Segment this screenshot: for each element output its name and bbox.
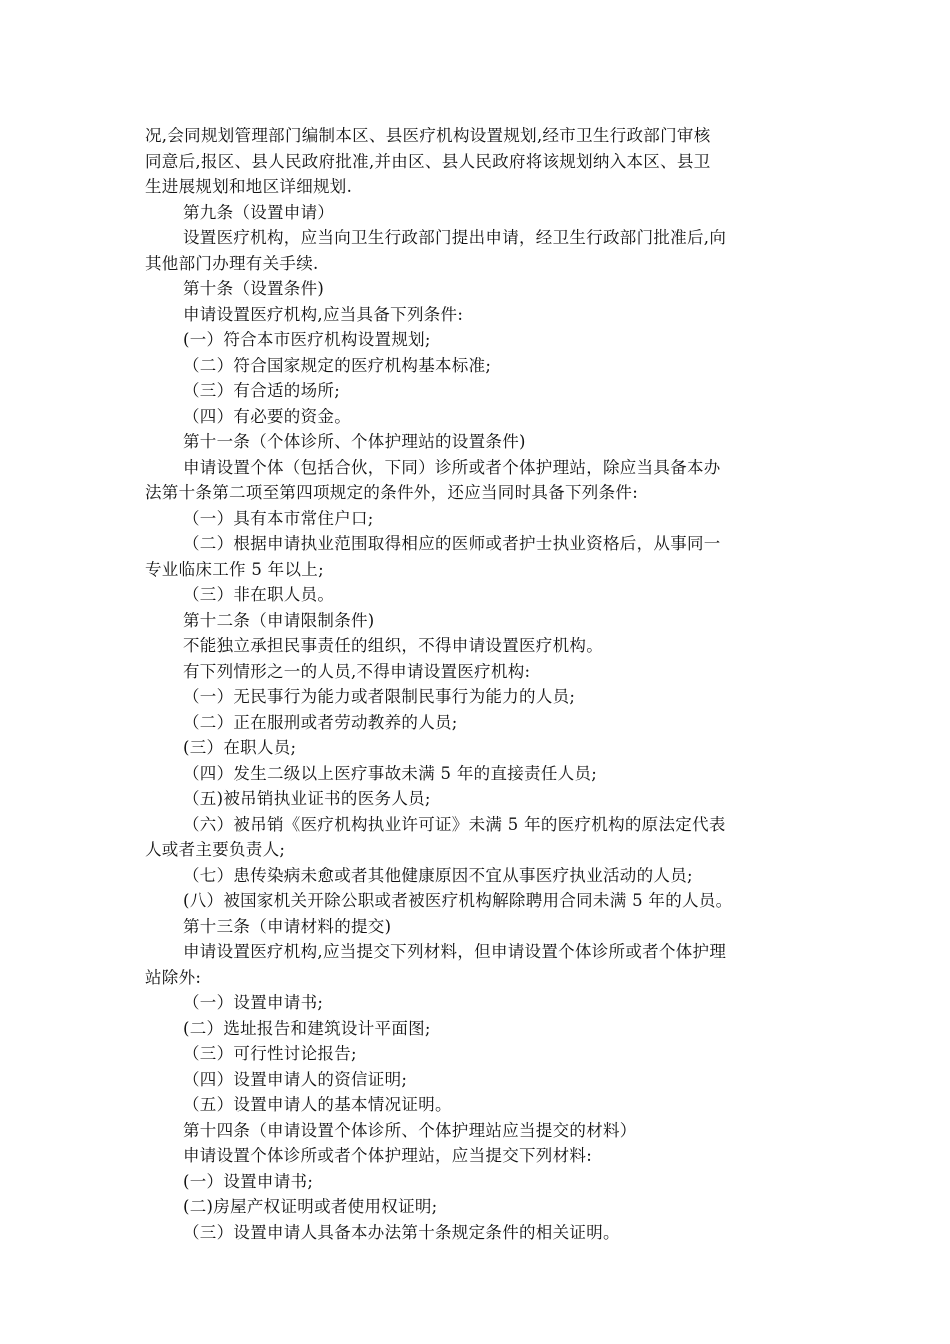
text-line: （二）根据申请执业范围取得相应的医师或者护士执业资格后，从事同一 — [183, 534, 721, 553]
text-line: (二)房屋产权证明或者使用权证明; — [183, 1197, 438, 1216]
text-line: 第十一条（个体诊所、个体护理站的设置条件) — [183, 432, 526, 451]
text-line: (一）设置申请书; — [183, 1171, 314, 1191]
text-line: 第十三条（申请材料的提交) — [183, 916, 392, 936]
text-line: 第十二条（申请限制条件) — [183, 610, 375, 630]
text-line: （五)被吊销执业证书的医务人员; — [183, 789, 431, 808]
text-line: 第十条（设置条件) — [183, 279, 325, 298]
text-line: 生进展规划和地区详细规划. — [145, 177, 353, 196]
text-line: （三）非在职人员。 — [183, 585, 335, 604]
text-line: 不能独立承担民事责任的组织，不得申请设置医疗机构。 — [183, 636, 603, 655]
text-line: 其他部门办理有关手续. — [145, 253, 319, 273]
text-line: (八）被国家机关开除公职或者被医疗机构解除聘用合同未满 5 年的人员。 — [183, 891, 733, 910]
text-line: 申请设置医疗机构,应当提交下列材料，但申请设置个体诊所或者个体护理 — [183, 942, 727, 961]
text-line: 申请设置个体诊所或者个体护理站，应当提交下列材料: — [183, 1146, 593, 1165]
text-line: （四）有必要的资金。 — [183, 406, 351, 426]
text-line: 申请设置个体（包括合伙，下同）诊所或者个体护理站，除应当具备本办 — [183, 457, 721, 477]
text-line: 有下列情形之一的人员,不得申请设置医疗机构: — [183, 661, 531, 681]
text-line: 人或者主要负责人; — [145, 840, 286, 859]
text-line: （四）发生二级以上医疗事故未满 5 年的直接责任人员; — [183, 763, 598, 783]
text-line: 设置医疗机构，应当向卫生行政部门提出申请，经卫生行政部门批准后,向 — [183, 228, 727, 247]
text-line: （六）被吊销《医疗机构执业许可证》未满 5 年的医疗机构的原法定代表 — [183, 814, 726, 834]
text-line: 站除外: — [145, 967, 202, 987]
text-line: (二）选址报告和建筑设计平面图; — [183, 1018, 431, 1038]
document-body — [145, 123, 810, 1245]
text-line: （一）无民事行为能力或者限制民事行为能力的人员; — [183, 687, 576, 706]
text-line: 法第十条第二项至第四项规定的条件外，还应当同时具备下列条件: — [145, 483, 639, 502]
text-line: 同意后,报区、县人民政府批准,并由区、县人民政府将该规划纳入本区、县卫 — [145, 151, 711, 171]
text-line: （一）具有本市常住户口; — [183, 508, 374, 528]
text-line: 第十四条（申请设置个体诊所、个体护理站应当提交的材料） — [183, 1120, 637, 1140]
text-line: （二）正在服刑或者劳动教养的人员; — [183, 712, 458, 732]
text-line: （二）符合国家规定的医疗机构基本标准; — [183, 355, 492, 375]
text-line: （三）可行性讨论报告; — [183, 1044, 357, 1063]
text-line: （一）设置申请书; — [183, 993, 324, 1012]
text-line: （七）患传染病未愈或者其他健康原因不宜从事医疗执业活动的人员; — [183, 865, 693, 885]
text-line: （三）有合适的场所; — [183, 381, 341, 400]
text-line: 专业临床工作 5 年以上; — [145, 559, 324, 579]
text-line: （三）设置申请人具备本办法第十条规定条件的相关证明。 — [183, 1222, 620, 1242]
text-line: 况,会同规划管理部门编制本区、县医疗机构设置规划,经市卫生行政部门审核 — [145, 126, 711, 145]
text-line: （五）设置申请人的基本情况证明。 — [183, 1095, 452, 1114]
text-line: (一）符合本市医疗机构设置规划; — [183, 330, 431, 349]
text-line: 第九条（设置申请） — [183, 202, 335, 222]
text-line: （四）设置申请人的资信证明; — [183, 1069, 408, 1089]
text-line: 申请设置医疗机构,应当具备下列条件: — [183, 304, 464, 324]
text-line: (三）在职人员; — [183, 738, 297, 757]
